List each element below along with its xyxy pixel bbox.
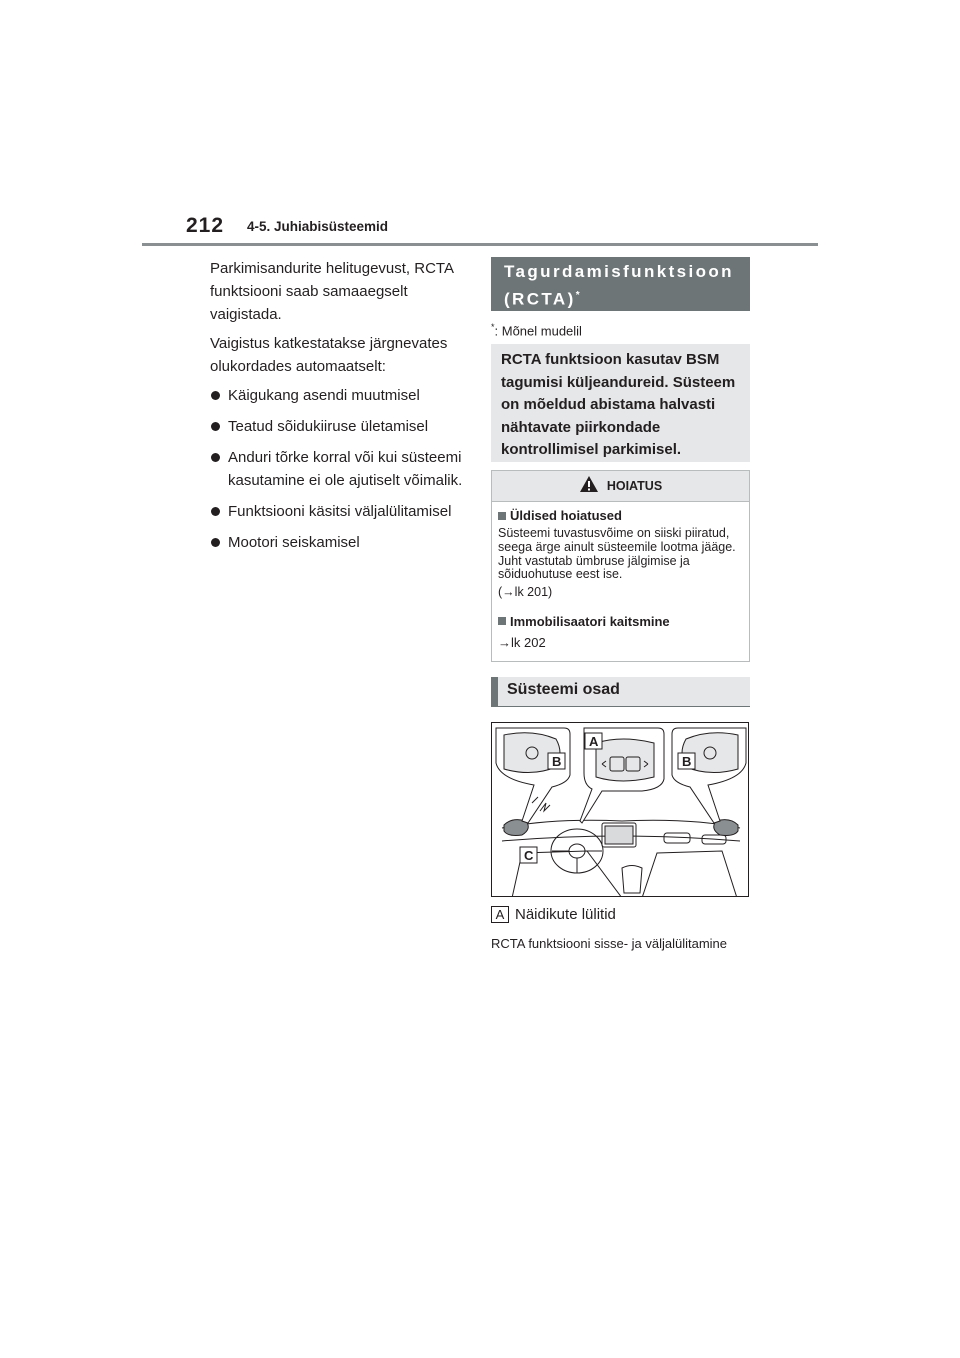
- warning-box: [491, 470, 750, 662]
- paragraph-mute: Parkimisandurite helitugevust, RCTA funktsiooni saab samaaegselt vaigistada.: [210, 260, 454, 323]
- legend-a-title: Näidikute lülitid: [515, 906, 616, 923]
- callout-b-right: B: [682, 754, 692, 769]
- warning-item1-text: Süsteemi tuvastusvõime on siiski piiratud, seega ärge ainult süsteemile lootma jääge. Juht vastutab ümbruse jälgimise ja sõiduohutuse eest ise.: [498, 526, 736, 582]
- warning-header: [492, 471, 749, 502]
- header-divider: [142, 243, 818, 246]
- list-item: [210, 384, 465, 407]
- paragraph-cancel: Vaigistus katkestatakse järgnevates olukordades automaatselt:: [210, 335, 448, 375]
- rcta-section-heading: [491, 257, 750, 311]
- bullet-icon: [211, 507, 220, 516]
- warning-item2-reference: →lk 202: [498, 634, 546, 650]
- square-bullet-icon: [498, 512, 506, 520]
- footnote: [491, 322, 582, 338]
- list-item: [210, 531, 465, 554]
- list-item: [210, 415, 465, 438]
- rcta-heading-text: Tagurdamisfunktsioon (RCTA): [504, 262, 734, 309]
- bullet-icon: [211, 453, 220, 462]
- heading-footnote-mark: *: [575, 290, 580, 301]
- bullet-icon: [211, 391, 220, 400]
- callout-b-left: B: [552, 754, 562, 769]
- section-title: 4-5. Juhiabisüsteemid: [247, 219, 389, 234]
- warning-subheading: [498, 614, 743, 629]
- warning-subheading: [498, 508, 743, 523]
- legend-a-description: RCTA funktsiooni sisse- ja väljalülitamine: [491, 936, 728, 951]
- footnote-mark: *: [491, 322, 495, 332]
- cancel-conditions-list: [210, 384, 465, 554]
- list-item: [210, 500, 465, 523]
- square-bullet-icon: [498, 617, 506, 625]
- bullet-icon: [211, 538, 220, 547]
- warning-item1-title: Üldised hoiatused: [510, 508, 622, 523]
- bullet-icon: [211, 422, 220, 431]
- warning-title: HOIATUS: [606, 479, 663, 493]
- legend-item-a: [491, 906, 616, 923]
- warning-body: [492, 502, 749, 650]
- footnote-text: : Mõnel mudelil: [494, 323, 582, 339]
- left-column: [210, 257, 465, 562]
- list-item-text: Teatud sõidukiiruse ületamisel: [228, 418, 429, 435]
- warning-item2-title: Immobilisaatori kaitsmine: [510, 613, 670, 629]
- list-item-text: Mootori seiskamisel: [228, 534, 360, 551]
- system-parts-heading: Süsteemi osad: [491, 677, 750, 707]
- warning-item1-reference: (→lk 201): [498, 585, 553, 600]
- callout-a: A: [589, 734, 599, 749]
- list-item-text: Funktsiooni käsitsi väljalülitamisel: [228, 503, 452, 520]
- callout-c: C: [524, 848, 534, 863]
- page-number: 212: [186, 214, 225, 237]
- warning-triangle-icon: [579, 475, 599, 498]
- dashboard-diagram: [492, 723, 749, 897]
- list-item-text: Anduri tõrke korral või kui süsteemi kasutamine ei ole ajutiselt võimalik.: [228, 449, 463, 489]
- rcta-intro-box: RCTA funktsioon kasutav BSM tagumisi küljeandureid. Süsteem on mõeldud abistama halvasti nähtavate piirkondade kontrollimisel parkimisel.: [491, 344, 750, 462]
- list-item: [210, 446, 465, 492]
- legend-a-label: A: [491, 906, 509, 923]
- list-item-text: Käigukang asendi muutmisel: [228, 387, 420, 404]
- dashboard-illustration: [491, 722, 749, 897]
